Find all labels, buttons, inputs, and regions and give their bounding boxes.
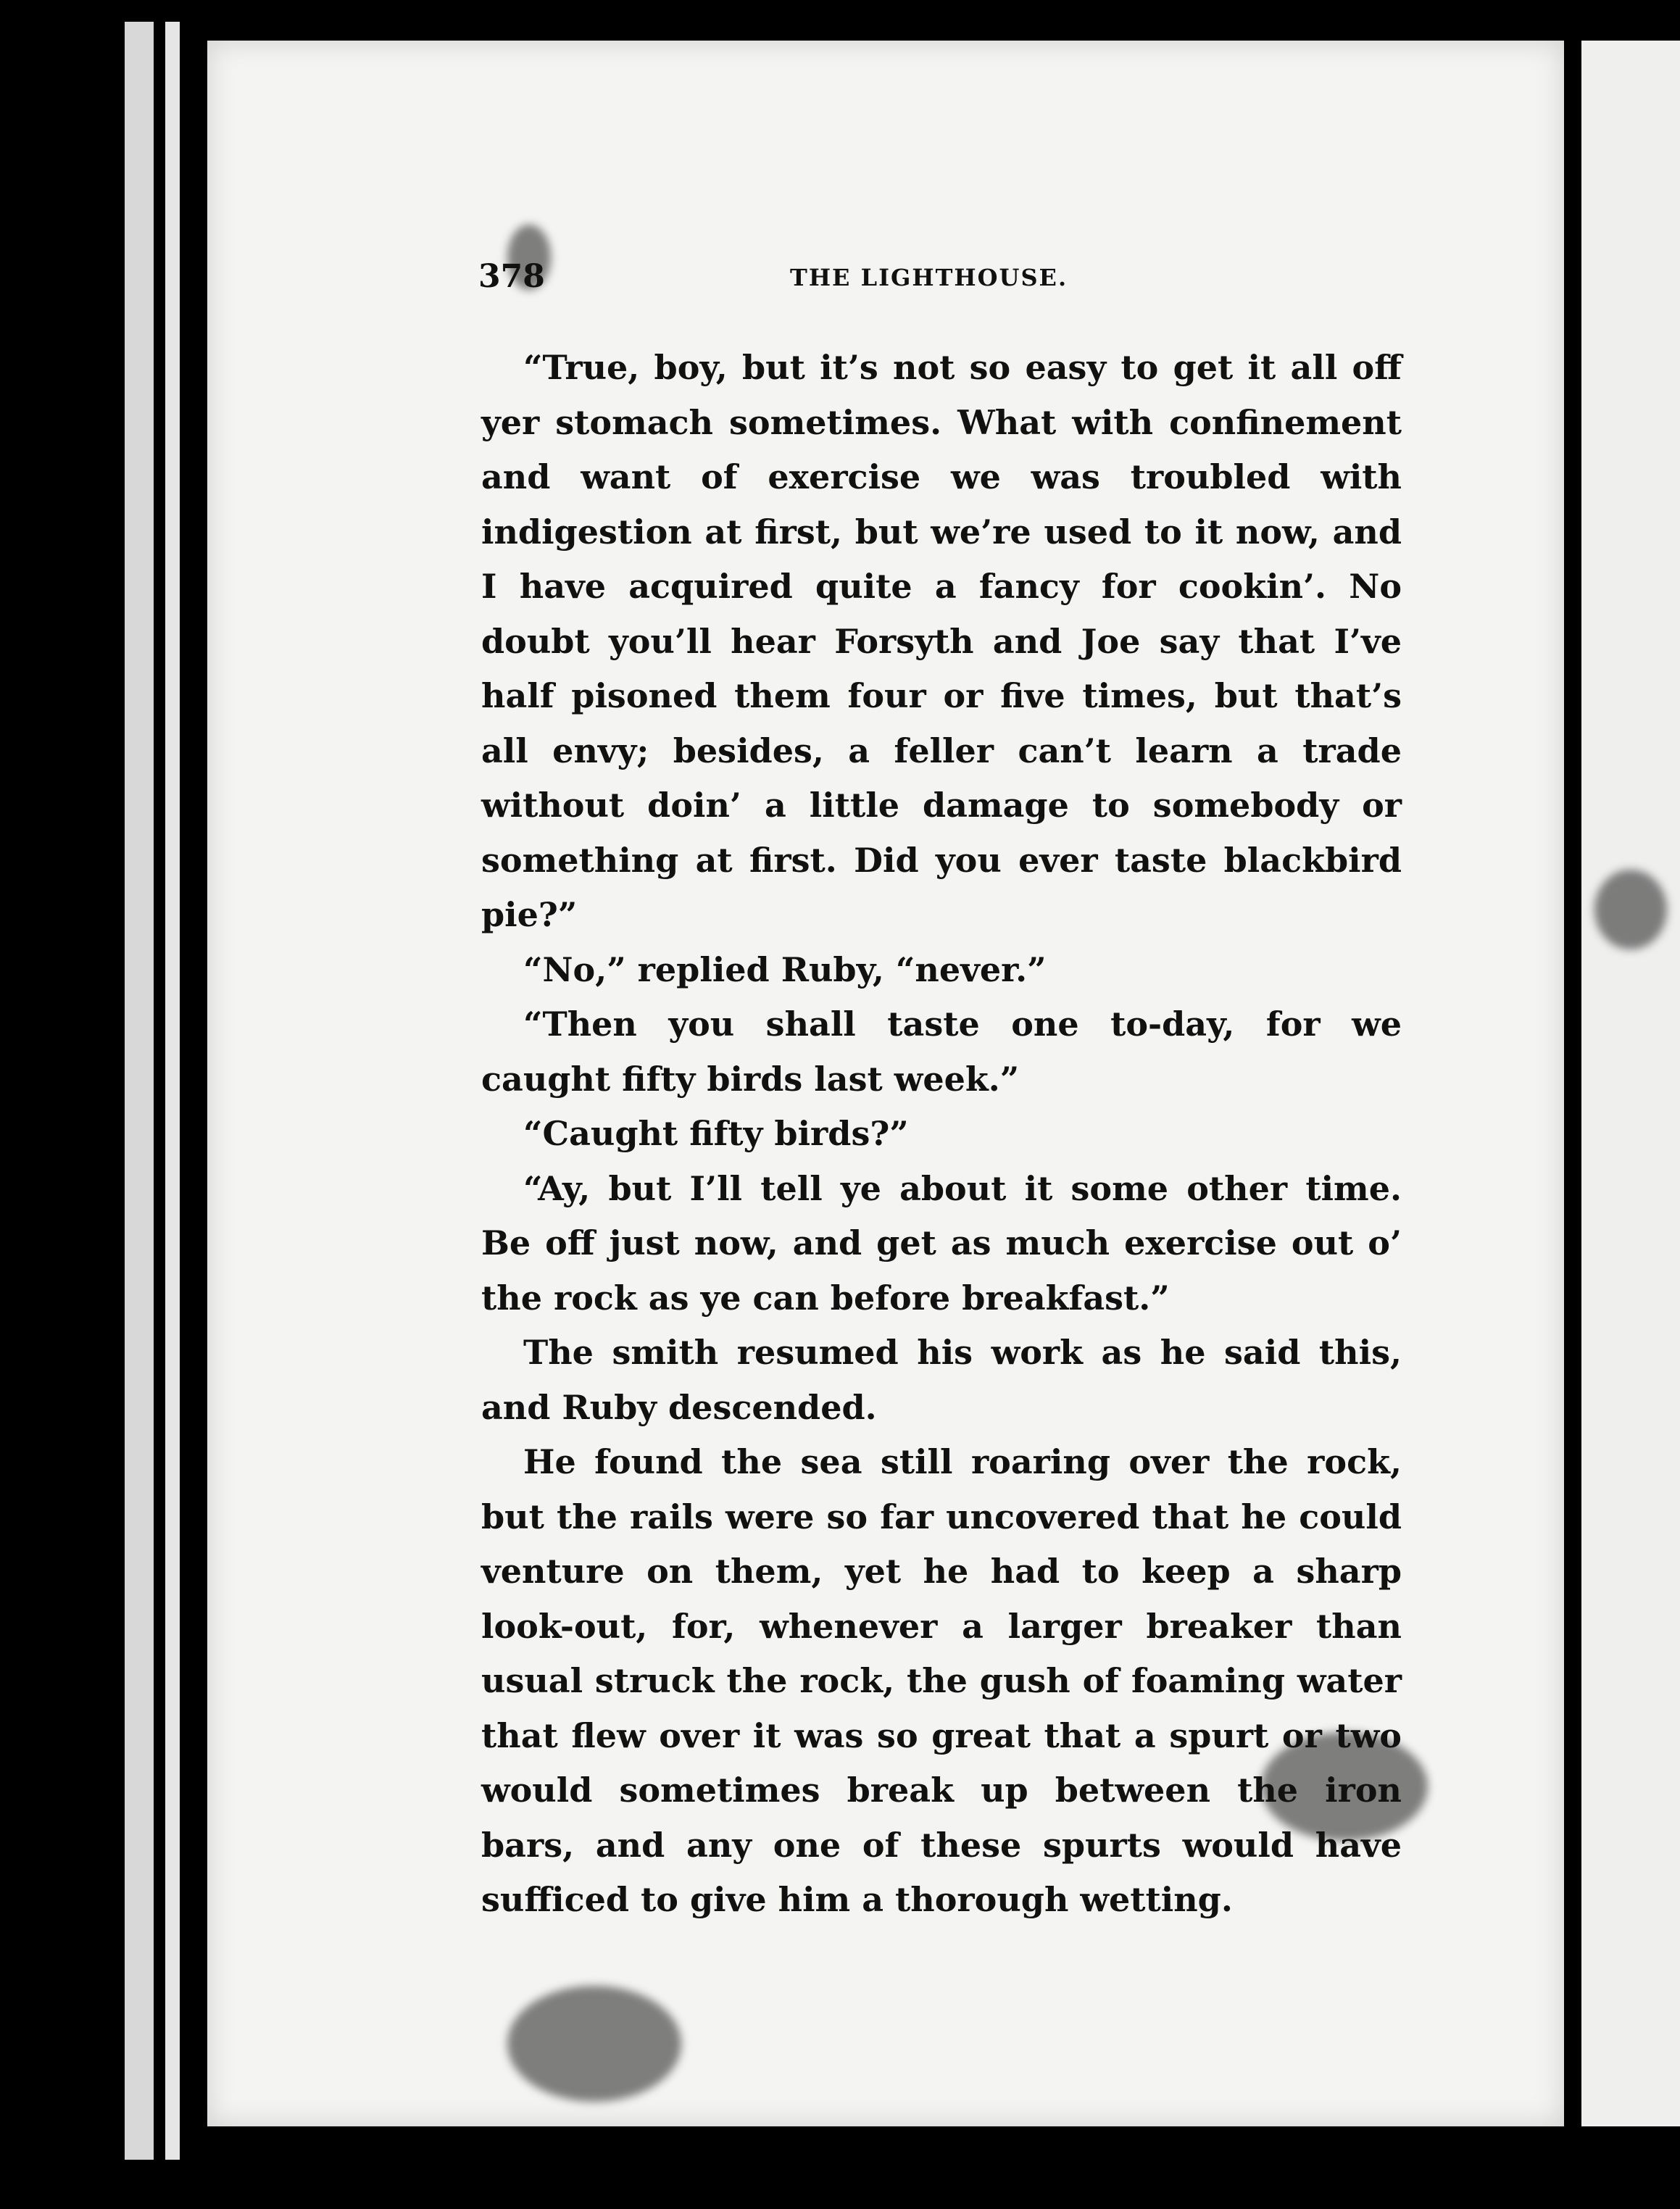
page-number: 378 [478, 258, 545, 295]
paragraph: “Then you shall taste one to-day, for we caught fifty birds last week.” [481, 1004, 1402, 1099]
body-text [481, 341, 1402, 1928]
ink-smudge [1594, 870, 1667, 949]
running-head: THE LIGHTHOUSE. [790, 264, 1068, 291]
left-page-edge-inner [165, 22, 180, 2160]
paragraph: “Caught fifty birds?” [523, 1114, 909, 1153]
ink-smudge [507, 1986, 681, 2102]
facing-page-edge [1581, 41, 1680, 2126]
paragraph: The smith resumed his work as he said this, and Ruby descended. [481, 1333, 1402, 1427]
paragraph: “True, boy, but it’s not so easy to get it all off yer stomach sometimes. What with confinement and want of exercise we was troubled with indigestion at first, but we’re used to it now, and I have acquired quite a fancy for cookin’. No doubt you’ll hear Forsyth and Joe say that I’ve half pisoned them four or five times, but that’s all envy; besides, a feller can’t learn a trade without doin’ a little damage to somebody or something at first. Did you ever taste blackbird pie?” [481, 348, 1402, 934]
paragraph: He found the sea still roaring over the rock, but the rails were so far uncovered that he could venture on them, yet he had to keep a sharp look-out, for, whenever a larger breaker than usual struck the rock, the gush of foaming water that flew over it was so great that a spurt or two would sometimes break up between the iron bars, and any one of these spurts would have sufficed to give him a thorough wetting. [481, 1442, 1402, 1919]
paragraph: “Ay, but I’ll tell ye about it some other time. Be off just now, and get as much exercise out o’ the rock as ye can before breakfast.” [481, 1168, 1402, 1318]
paragraph: “No,” replied Ruby, “never.” [523, 949, 1047, 989]
left-page-edge [125, 22, 154, 2160]
